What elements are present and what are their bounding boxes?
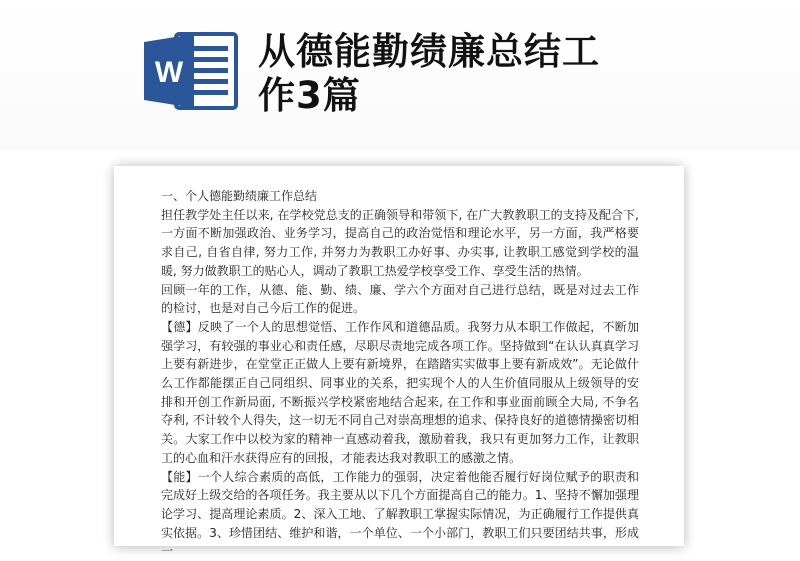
title-line-1: 从德能勤绩廉总结工 — [258, 30, 600, 73]
doc-paragraph: 【德】反映了一个人的思想觉悟、工作作风和道德品质。我努力从本职工作做起，不断加强学习，有较强的事业心和责任感，尽职尽责地完成各项工作。坚持做到“在认认真真学习上要有新进步，在堂堂正正做人上要有新境界，在踏踏实实做事上要有新成效”。无论做什么工作都能摆正自己同组织、同事业的关系，把实现个人的人生价值同服从上级领导的安排和开创工作新局面, 不断振兴学校紧密地结合起来, 在工作和事业面前顾全大局, 不争名夺利, 不计较个人得失，这一切无不同自己对崇高理想的追求、保持良好的道德情操密切相关。大家工作中以校为家的精神一直感动着我，激励着我，我只有更加努力工作，让教职工的心血和汗水获得应有的回报，才能表达我对教职工的感激之情。 — [161, 319, 639, 465]
header-banner — [0, 0, 800, 150]
doc-heading: 一、个人德能勤绩廉工作总结 — [161, 189, 318, 203]
doc-paragraph: 担任教学处主任以来, 在学校党总支的正确领导和带领下, 在广大教教职工的支持及配合下, 一方面不断加强政治、业务学习，提高自己的政治觉悟和理论水平，另一方面，我严格要求自己, 自省自律, 努力工作, 并努力为教职工办好事、办实事, 让教职工感觉到学校的温暖, 努力做教职工的贴心人，调动了教职工热爱学校享受工作、享受生活的热情。 — [161, 207, 639, 278]
doc-paragraph: 回顾一年的工作，从德、能、勤、绩、廉、学六个方面对自己进行总结，既是对过去工作的检讨，也是对自己今后工作的促进。 — [161, 282, 639, 316]
page-title — [258, 30, 728, 118]
word-document-icon — [142, 30, 242, 112]
document-body — [161, 187, 639, 561]
doc-paragraph: 【能】一个人综合素质的高低，工作能力的强弱，决定着他能否履行好岗位赋予的职责和完成好上级交给的各项任务。我主要从以下几个方面提高自己的能力。1、坚持不懈加强理论学习、提高理论素质。2、深入工地、了解教职工掌握实际情况，为正确履行工作提供真实依据。3、珍惜团结、维护和谐，一个单位、一个小部门，教职工们只要团结共事，形成一 — [161, 469, 639, 559]
title-line-2: 作3篇 — [258, 74, 361, 117]
logo-letter: W — [154, 56, 184, 89]
